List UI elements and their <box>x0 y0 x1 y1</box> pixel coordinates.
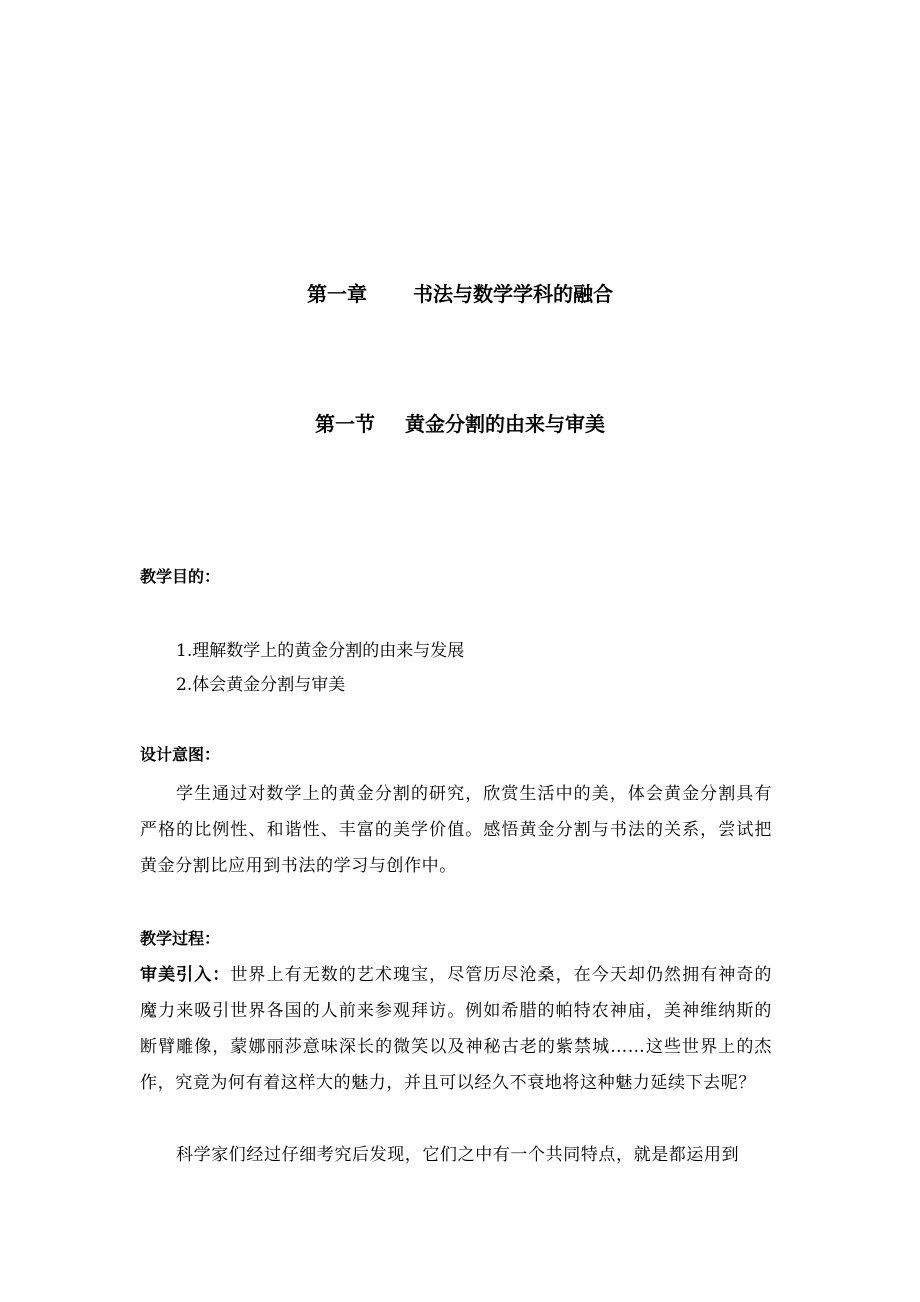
intro-text: 世界上有无数的艺术瑰宝，尽管历尽沧桑，在今天却仍然拥有神奇的魔力来吸引世界各国的人前来参观拜访。例如希腊的帕特农神庙，美神维纳斯的断臂雕像，蒙娜丽莎意味深长的微笑以及神秘古老的紫禁城……这些世界上的杰作，究竟为何有着这样大的魅力，并且可以经久不衰地将这种魅力延续下去呢？ <box>140 965 773 1093</box>
section-name: 黄金分割的由来与审美 <box>405 412 605 436</box>
chapter-name: 书法与数学学科的融合 <box>413 282 613 306</box>
section-title <box>0 410 920 438</box>
design-paragraph: 学生通过对数学上的黄金分割的研究，欣赏生活中的美，体会黄金分割具有严格的比例性、和谐性、丰富的美学价值。感悟黄金分割与书法的关系，尝试把黄金分割比应用到书法的学习与创作中。 <box>140 784 772 876</box>
science-paragraph: 科学家们经过仔细考究后发现，它们之中有一个共同特点，就是都运用到 <box>176 1145 740 1165</box>
section-number: 第一节 <box>315 412 375 436</box>
design-heading: 设计意图： <box>140 745 221 764</box>
objectives-list <box>176 634 464 702</box>
objectives-heading: 教学目的： <box>140 567 221 586</box>
intro-label: 审美引入： <box>140 965 231 985</box>
objective-item: 2.体会黄金分割与审美 <box>176 675 346 695</box>
process-heading: 教学过程： <box>140 929 221 948</box>
chapter-title <box>0 280 920 308</box>
chapter-number: 第一章 <box>307 282 367 306</box>
intro-paragraph <box>140 957 772 1101</box>
objective-item: 1.理解数学上的黄金分割的由来与发展 <box>176 641 465 661</box>
